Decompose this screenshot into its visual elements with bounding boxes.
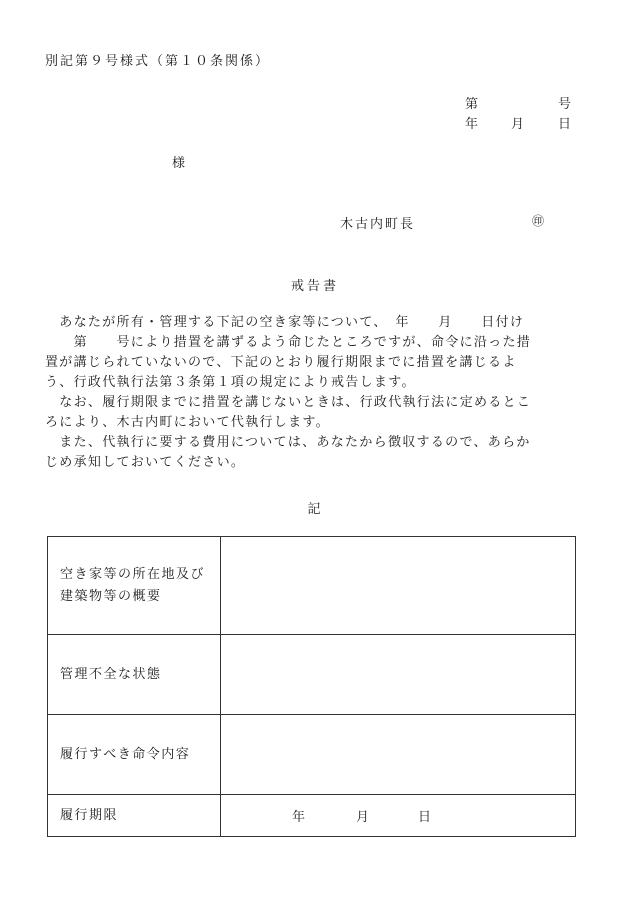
row-value-condition [221,635,576,715]
row-label-condition: 管理不全な状態 [48,635,221,715]
body-line: 第 号により措置を講ずるよう命じたところですが、命令に沿った措 [45,335,532,350]
number-prefix: 第 [465,97,481,112]
table-row [48,715,576,795]
form-reference: 別記第９号様式（第１０条関係） [45,54,271,69]
row-label-deadline: 履行期限 [48,795,221,837]
issuer-name: 木古内町長 [340,217,416,232]
row-value-order [221,715,576,795]
body-line: なお、履行期限までに措置を講じないときは、行政代執行法に定めるとこ [45,395,532,410]
row-label-property [48,537,221,635]
document-number [465,93,573,111]
deadline-year: 年 [292,810,308,825]
addressee: 様 [172,156,188,171]
document-date [465,113,573,131]
date-day: 日 [557,117,573,132]
table-row [48,635,576,715]
number-suffix: 号 [557,97,573,112]
row-label-line: 建築物等の概要 [60,588,162,604]
body-line: あなたが所有・管理する下記の空き家等について、 年 月 日付け [45,315,525,330]
table-row [48,795,576,837]
document-body [45,313,577,473]
body-line: 置が講じられていないので、下記のとおり履行期限までに措置を講じるよ [45,355,517,370]
details-table [47,536,576,837]
deadline-day: 日 [418,810,434,825]
date-year: 年 [465,117,481,132]
row-label-line: 空き家等の所在地及び [60,566,206,582]
body-line: じめ承知しておいてください。 [45,455,246,470]
row-label-order: 履行すべき命令内容 [48,715,221,795]
deadline-month: 月 [356,810,372,825]
body-line: また、代執行に要する費用については、あなたから徴収するので、あらか [45,435,531,450]
body-line: ろにより、木古内町において代執行します。 [45,415,330,430]
date-month: 月 [511,117,527,132]
table-row [48,537,576,635]
ki-heading: 記 [307,502,323,517]
document-title: 戒告書 [290,279,339,294]
seal-icon: ㊞ [532,214,545,228]
row-value-deadline [221,795,576,837]
body-line: う、行政代執行法第３条第１項の規定により戒告します。 [45,375,416,390]
row-value-property [221,537,576,635]
